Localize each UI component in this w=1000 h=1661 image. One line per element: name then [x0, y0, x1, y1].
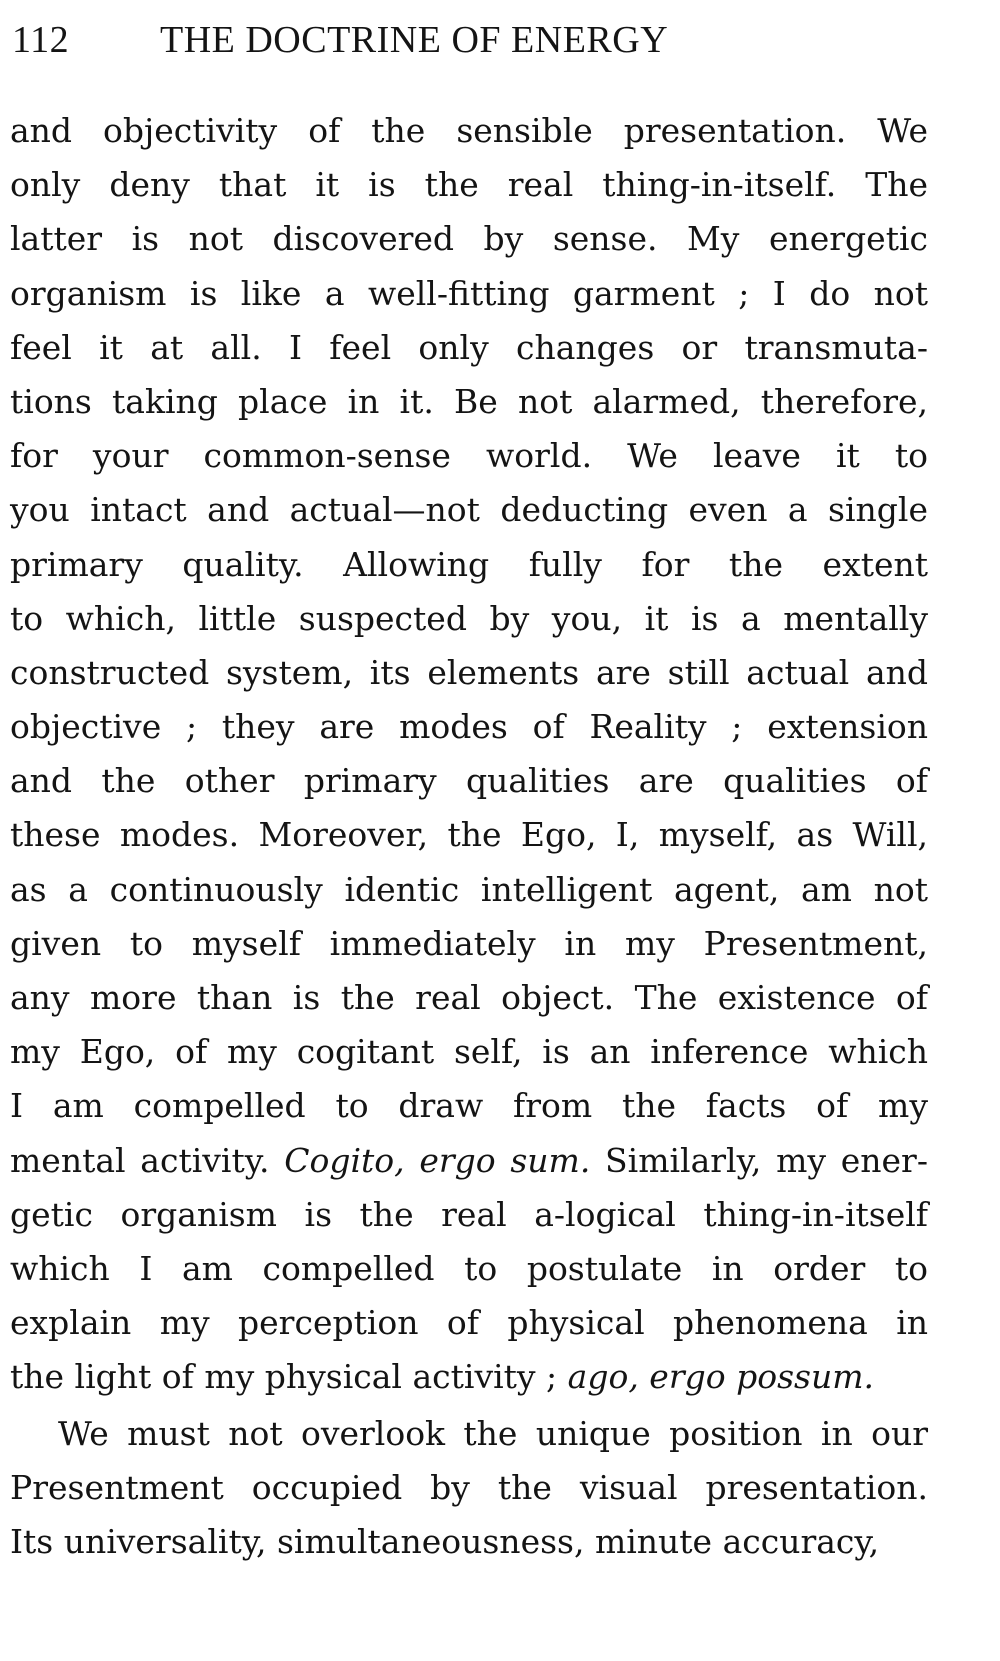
- text-segment: latter is not discovered by sense. My energetic: [10, 219, 928, 259]
- text-line: [10, 1407, 928, 1461]
- text-segment: Similarly, my ener-: [590, 1140, 928, 1180]
- text-segment: and the other primary qualities are qualities of: [10, 761, 928, 801]
- text-segment: any more than is the real object. The existence of: [10, 978, 928, 1017]
- text-segment: I am compelled to draw from the facts of my: [10, 1086, 928, 1126]
- text-line: [10, 754, 928, 808]
- text-line: [10, 863, 928, 917]
- text-segment: We must not overlook the unique position in our: [58, 1413, 928, 1453]
- text-line: [10, 971, 928, 1025]
- text-segment: the light of my physical activity ;: [10, 1357, 568, 1397]
- page-number: 112: [12, 19, 70, 61]
- text-segment: to which, little suspected by you, it is a mentally: [10, 598, 928, 638]
- text-line: [10, 267, 928, 321]
- text-segment: for your common-sense world. We leave it to: [10, 436, 928, 476]
- text-segment: explain my perception of physical phenomena in: [10, 1303, 928, 1343]
- text-line: [10, 808, 928, 862]
- text-line: [10, 592, 928, 646]
- text-segment: mental activity.: [10, 1140, 285, 1180]
- text-segment: given to myself immediately in my Presentment,: [10, 923, 928, 963]
- text-line: [10, 1242, 928, 1296]
- text-segment: and objectivity of the sensible presentation. We: [10, 111, 928, 150]
- text-segment: objective ; they are modes of Reality ; extension: [10, 707, 928, 747]
- text-line: [10, 538, 928, 592]
- text-segment: only deny that it is the real thing-in-itself. The: [10, 165, 928, 205]
- text-line: [10, 483, 928, 537]
- text-segment: tions taking place in it. Be not alarmed, therefore,: [10, 381, 928, 421]
- text-line: [10, 212, 928, 266]
- text-line: [10, 1134, 928, 1188]
- running-head: [10, 12, 928, 68]
- text-line: [10, 375, 928, 429]
- text-line: [10, 104, 928, 158]
- text-segment: as a continuously identic intelligent agent, am not: [10, 869, 928, 909]
- text-line: [10, 1025, 928, 1079]
- text-line: [10, 700, 928, 754]
- italic-phrase: ago, ergo possum.: [567, 1357, 874, 1397]
- text-line: [10, 1079, 928, 1133]
- body-text: [10, 104, 928, 1569]
- text-segment: you intact and actual—not deducting even a single: [10, 490, 928, 530]
- italic-phrase: Cogito, ergo sum.: [284, 1140, 591, 1180]
- text-line: [10, 1296, 928, 1350]
- text-line: [10, 429, 928, 483]
- text-line: [10, 1188, 928, 1242]
- book-page: [10, 12, 928, 1569]
- text-line: [10, 158, 928, 212]
- book-title: THE DOCTRINE OF ENERGY: [160, 19, 669, 61]
- text-line: [10, 1515, 928, 1569]
- paragraph: [10, 104, 928, 1405]
- text-segment: these modes. Moreover, the Ego, I, myself, as Will,: [10, 815, 928, 855]
- text-line: [10, 1350, 928, 1404]
- text-segment: which I am compelled to postulate in order to: [10, 1248, 928, 1288]
- text-line: [10, 321, 928, 375]
- text-line: [10, 1461, 928, 1515]
- text-segment: organism is like a well-fitting garment ; I do not: [10, 273, 928, 313]
- text-segment: constructed system, its elements are still actual and: [10, 652, 928, 692]
- text-line: [10, 917, 928, 971]
- text-segment: Presentment occupied by the visual presentation.: [10, 1467, 928, 1507]
- text-segment: getic organism is the real a-logical thing-in-itself: [10, 1194, 928, 1234]
- paragraph: [10, 1407, 928, 1570]
- text-segment: feel it at all. I feel only changes or transmuta-: [10, 327, 928, 367]
- text-line: [10, 646, 928, 700]
- text-segment: my Ego, of my cogitant self, is an inference which: [10, 1032, 928, 1072]
- text-segment: primary quality. Allowing fully for the extent: [10, 544, 928, 584]
- text-segment: Its universality, simultaneousness, minute accuracy,: [10, 1521, 880, 1561]
